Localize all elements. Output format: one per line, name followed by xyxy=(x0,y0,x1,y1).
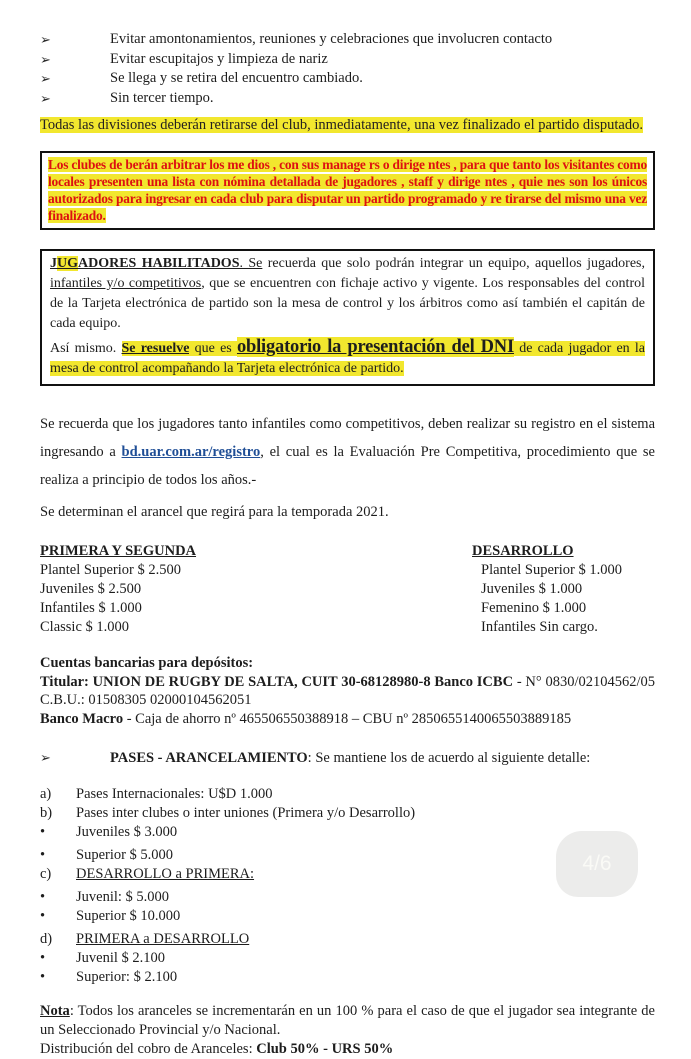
text-run: Los clubes de berán arbitrar los me dios , con sus manage rs o dirige ntes , para que tanto los visitantes como locales presenten una lista con nómina detallada de jugadores , staff y dirige ntes , quie nes son los únicos autorizados para ingresar en cada club para disputar un partido programado y re tirarse del mismo una vez finalizado. xyxy=(48,157,647,223)
list-item-text xyxy=(76,823,655,842)
bullet-icon: • xyxy=(40,908,46,924)
text-run: Banco Macro xyxy=(40,710,124,727)
text-run: Pases inter clubes o inter uniones (Primera y/o Desarrollo) xyxy=(76,805,416,821)
bullet-icon: • xyxy=(40,847,46,863)
bank-accounts-block xyxy=(40,654,655,728)
list-item-text: Evitar escupitajos y limpieza de nariz xyxy=(110,50,328,67)
list-marker: d) xyxy=(40,931,53,947)
text-run: Titular: UNION DE RUGBY DE SALTA, CUIT 30-68128980-8 Banco ICBC xyxy=(40,673,514,690)
text-run: Distribución del cobro de Aranceles: xyxy=(40,1041,257,1057)
text-run: DESARROLLO a PRIMERA: xyxy=(76,866,255,882)
registro-paragraph xyxy=(40,410,655,494)
fees-desarrollo-title: DESARROLLO xyxy=(472,543,574,559)
text-run: Club 50% - URS 50% xyxy=(256,1041,394,1057)
fees-desarrollo-column xyxy=(472,542,655,637)
dni-paragraph xyxy=(50,337,645,379)
text-run: Juvenil $ 2.100 xyxy=(76,950,166,966)
covid-rules-list xyxy=(40,30,655,108)
fee-item: Classic $ 1.000 xyxy=(40,619,130,635)
text-run: PRIMERA a DESARROLLO xyxy=(76,931,250,947)
fee-item: Infantiles Sin cargo. xyxy=(481,619,598,635)
list-item-text xyxy=(76,949,655,968)
text-run: Superior $ 10.000 xyxy=(76,908,181,924)
list-item xyxy=(40,785,655,804)
text-run: Cuentas bancarias para depósitos: xyxy=(40,655,254,671)
arrow-bullet-icon: ➢ xyxy=(40,71,51,86)
list-item xyxy=(40,804,655,823)
list-item xyxy=(40,50,655,70)
jugadores-habilitados-box xyxy=(40,249,655,386)
text-run: : Se mantiene los de acuerdo al siguiente detalle: xyxy=(307,750,591,766)
arancel-line: Se determinan el arancel que regirá para la temporada 2021. xyxy=(40,504,389,520)
text-run: infantiles y/o competitivos xyxy=(50,276,202,291)
text-run: Todas las divisiones deberán retirarse del club, inmediatamente, una vez finalizado el partido disputado. xyxy=(40,117,643,133)
page-number-badge: 4/6 xyxy=(556,831,638,897)
divisions-notice xyxy=(40,114,655,136)
bank-icbc-line xyxy=(40,673,655,710)
list-item-text xyxy=(76,968,655,987)
list-item-text xyxy=(76,888,655,907)
text-run: recuerda que solo podrán integrar un equipo, aquellos jugadores, xyxy=(262,256,645,271)
text-run: de cada jugador en la mesa de control acompañando la Tarjeta electrónica de partido. xyxy=(50,341,645,376)
list-item-text: Se llega y se retira del encuentro cambiado. xyxy=(110,70,363,86)
text-run: Superior: $ 2.100 xyxy=(76,969,178,985)
list-item xyxy=(40,949,655,968)
arrow-bullet-icon: ➢ xyxy=(40,32,51,47)
list-item xyxy=(40,888,655,907)
text-run: Se resuelve xyxy=(121,341,190,356)
text-run: PASES - ARANCELAMIENTO xyxy=(110,750,308,766)
text-run: Se recuerda que los jugadores tanto infantiles como competitivos, deben realizar su registro en el sistema ingresando a xyxy=(40,416,655,460)
list-item xyxy=(40,846,655,865)
text-run: , que se encuentren con fichaje activo y vigente. Los responsables del control de la Tarjeta electrónica de partido son la mesa de control y los árbitros como así también el capitán de cada equipo. xyxy=(50,276,646,331)
bullet-icon: • xyxy=(40,824,46,840)
text-run: UG xyxy=(57,256,78,271)
fees-primera-column xyxy=(40,542,472,637)
list-item-text xyxy=(76,785,655,804)
text-run: Superior $ 5.000 xyxy=(76,847,174,863)
list-item xyxy=(40,907,655,926)
text-run: Así mismo. xyxy=(50,341,122,356)
list-item-text xyxy=(76,846,655,865)
list-item-text: Sin tercer tiempo. xyxy=(110,89,214,106)
list-item xyxy=(40,823,655,842)
text-run: Pases Internacionales: U$D 1.000 xyxy=(76,786,273,802)
jugadores-paragraph xyxy=(50,254,645,334)
list-marker: b) xyxy=(40,805,53,821)
list-item xyxy=(40,865,655,884)
text-run: - Caja de ahorro nº 465506550388918 – CBU nº 2850655140065503889185 xyxy=(123,710,572,727)
list-item xyxy=(40,930,655,949)
list-item xyxy=(40,69,655,89)
list-marker: c) xyxy=(40,866,52,882)
fee-item: Plantel Superior $ 1.000 xyxy=(481,562,622,578)
fees-primera-title: PRIMERA Y SEGUNDA xyxy=(40,543,197,559)
pases-heading-text xyxy=(110,748,590,768)
bullet-icon: • xyxy=(40,969,46,985)
text-run: obligatorio la presentación del DNI xyxy=(236,337,514,357)
list-item xyxy=(40,30,655,50)
text-run: Juveniles $ 3.000 xyxy=(76,824,178,840)
fees-columns xyxy=(40,542,655,637)
fee-item: Infantiles $ 1.000 xyxy=(40,600,142,616)
list-item-text xyxy=(76,907,655,926)
list-item xyxy=(40,89,655,109)
nota-paragraph xyxy=(40,1002,655,1040)
arrow-bullet-icon: ➢ xyxy=(40,51,51,67)
clubs-alert-box xyxy=(40,151,655,230)
text-run: Juvenil: $ 5.000 xyxy=(76,889,170,905)
text-run: , el cual es la Evaluación Pre Competitiva, procedimiento que se realiza a principio de todos los años.- xyxy=(40,444,655,488)
text-run: ADORES HABILITADOS xyxy=(78,256,240,271)
text-run: Nota xyxy=(40,1003,70,1019)
bank-macro-line xyxy=(40,710,655,729)
bullet-icon: • xyxy=(40,950,46,966)
fee-item: Juveniles $ 1.000 xyxy=(481,581,583,597)
bullet-icon: • xyxy=(40,889,46,905)
pases-heading xyxy=(40,748,655,768)
text-run: : Todos los aranceles se incrementarán en un 100 % para el caso de que el jugador sea integrante de un Seleccionado Provincial y/o Nacional. xyxy=(40,1003,655,1038)
fee-item: Juveniles $ 2.500 xyxy=(40,581,142,597)
fee-item: Plantel Superior $ 2.500 xyxy=(40,562,181,578)
arrow-bullet-icon: ➢ xyxy=(40,750,51,765)
text-run: J xyxy=(50,256,57,271)
list-item-text xyxy=(76,865,655,884)
registro-link[interactable]: bd.uar.com.ar/registro xyxy=(121,444,261,460)
fee-item: Femenino $ 1.000 xyxy=(481,600,587,616)
text-run: . Se xyxy=(239,256,263,271)
list-item xyxy=(40,968,655,987)
text-run: - N° 0830/02104562/05 C.B.U.: 01508305 02000104562051 xyxy=(40,673,655,708)
list-item-text xyxy=(76,804,655,823)
list-marker: a) xyxy=(40,786,52,802)
pases-list xyxy=(40,785,655,987)
arrow-bullet-icon: ➢ xyxy=(40,90,51,106)
list-item-text: Evitar amontonamientos, reuniones y celebraciones que involucren contacto xyxy=(110,31,553,47)
text-run: que es xyxy=(189,341,237,356)
distribucion-line xyxy=(40,1040,655,1059)
list-item-text xyxy=(76,930,655,949)
bank-heading xyxy=(40,654,655,673)
